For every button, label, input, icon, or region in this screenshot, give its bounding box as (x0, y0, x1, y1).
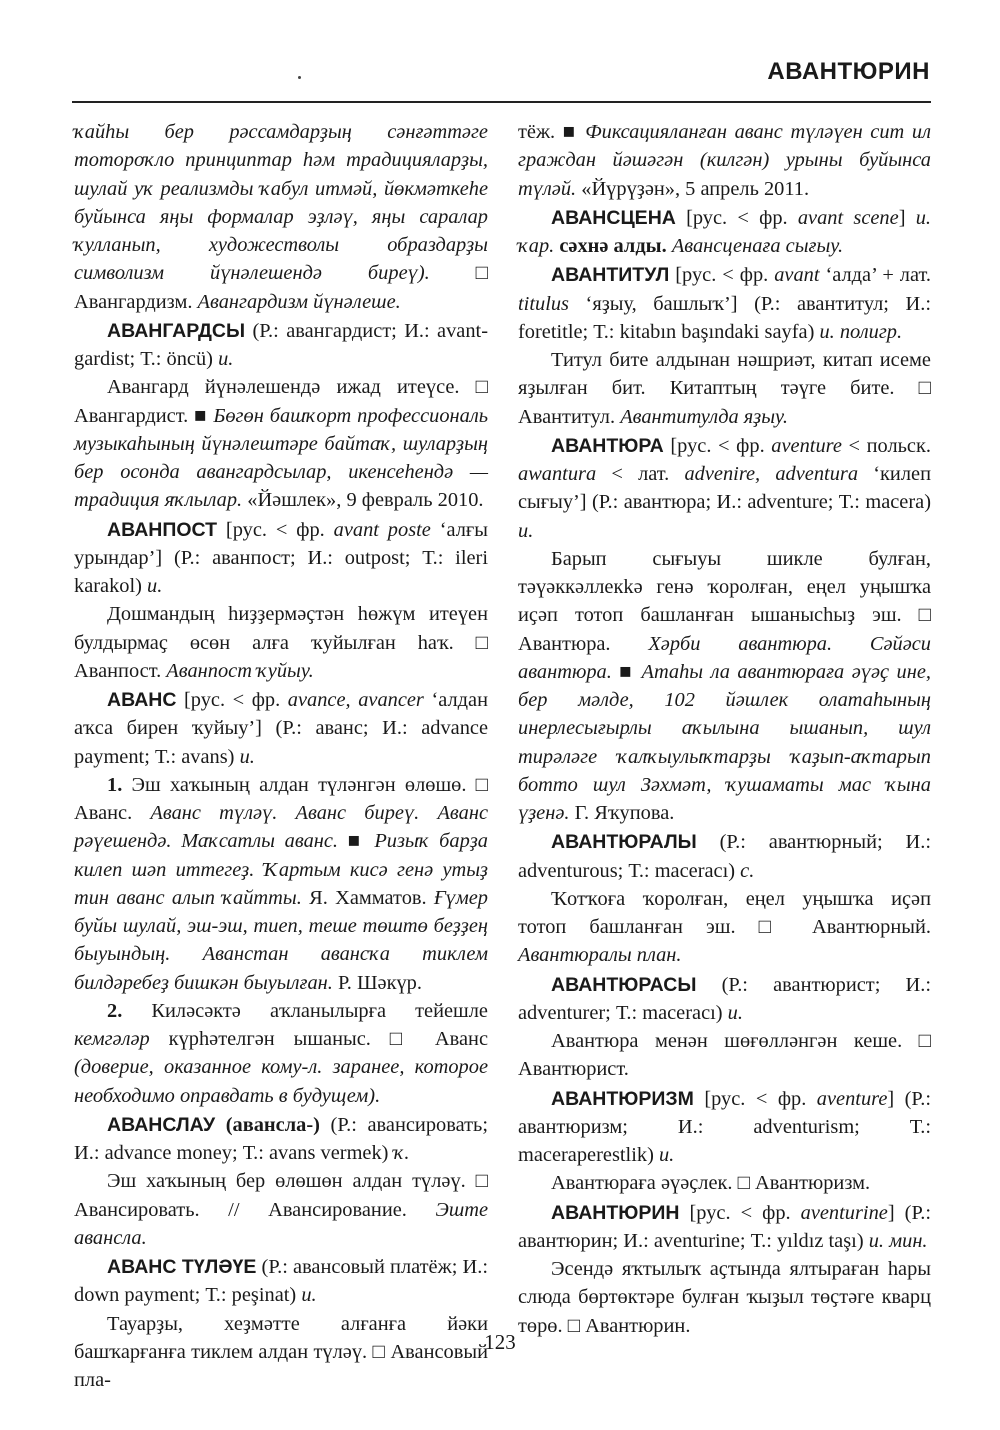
header-rule (72, 101, 931, 103)
entry-avantyura: АВАНТЮРА [рус. < фр. aventure < польск. awantura < лат. advenire, adventura ‘килеп сығыу’] (Р.: авантюра; И.: adventure; Т.: macera) и. (518, 434, 931, 542)
header-dot (298, 76, 301, 79)
entry-avans-sense-2: 2. Киләсәктә аҡланылырға тейешле кемгәләр күрһәтелгән ышаныс. □ Аванс (доверие, оказанное кому-л. заранее, которое необходимо оправдать в будущем). (74, 999, 488, 1107)
entry-avanslau-definition: Эш хаҡының бер өлөшөн алдан түләү. □ Авансировать. // Авансирование. Эште авансла. (74, 1170, 488, 1249)
entry-avans-tulau-definition: Тауарҙы, хеҙмәтте алғанға йәки башҡарғанға тиклем алдан түләү. □ Авансовый пла- (74, 1312, 488, 1391)
entry-avantitul: АВАНТИТУЛ [рус. < фр. avant ‘алда’ + лат. titulus ‘яҙыу, башлыҡ’] (Р.: авантитул; И.: foretitle; Т.: kitabın başındaki sayfa) и. полигр. (518, 264, 931, 343)
entry-avangardsy-definition: Авангард йүнәлешендә ижад итеүсе. □ Авангардист. ■ Бөгөн башҡорт профессиональ музыкаһының йүнәлештәре байтаҡ, шуларҙың бер осонда авангардсылар, икенсеһендә — традиция яҡлылар. «Йәшлек», 9 февраль 2010. (74, 376, 488, 512)
running-head: АВАНТЮРИН (767, 58, 930, 85)
entry-avanpost-definition: Дошмандың һиҙҙермәҫтән һөжүм итеүен булдырмаҫ өсөн алға ҡуйылған һаҡ. □ Аванпост. Аванпост ҡуйыу. (74, 603, 488, 682)
right-column (518, 118, 931, 1340)
entry-avantitul-definition: Титул бите алдынан нәшриәт, китап исеме яҙылған бит. Китаптың тәүге бите. □ Авантитул. Авантитулда яҙыу. (518, 349, 931, 428)
entry-avans: АВАНС [рус. < фр. avance, avancer ‘алдан аҡса бирен ҡуйыу’] (Р.: аванс; И.: advance payment; Т.: avans) и. (74, 689, 488, 768)
entry-avantyurizm-definition: Авантюраға әүәҫлек. □ Авантюризм. (551, 1172, 871, 1195)
entry-avangardsy: АВАНГАРДСЫ (Р.: авангардист; И.: avant-gardist; Т.: öncü) и. (74, 319, 488, 370)
entry-avans-sense-1: 1. Эш хаҡының алдан түләнгән өлөшө. □ Аванс. Аванс түләү. Аванс биреү. Аванс рәүешендә. Маҡсатлы аванс. ■ Ризыҡ барҙа килеп шәп иттегеҙ. Ҡартым кисә генә утыҙ тин аванс алып ҡайтты. Я. Хамматов. Ғүмер буйы шулай, эш-эш, тиеп, теше төштө беҙҙең быуындың. Аванстан авансҡа тиклем билдәребеҙ бишкән быуылған. Р. Шәкүр. (74, 773, 489, 994)
entry-continuation: ҡайһы бер рәссамдарҙың сәнғәттәге тотороҡло принциптар һәм традицияларҙы, шулай уҡ реализмды ҡабул итмәй, йөкмәткеһе буйынса яңы формалар эҙләү, яңы саралар ҡулланып, художестволы образдарҙы символизм йүнәлешендә биреү). □ Авангардизм. Авангардизм йүнәлеше. (74, 121, 488, 313)
entry-avantyurasy-definition: Авантюра менән шөғөлләнгән кеше. □ Авантюрист. (518, 1030, 931, 1081)
left-column (74, 118, 488, 1394)
entry-avantyuraly-definition: Ҡотҡоға ҡоролған, еңел уңышҡа иҫәп тотоп башланған эш. □ Авантюрный. Авантюралы план. (518, 887, 931, 967)
entry-avantyurizm: АВАНТЮРИЗМ [рус. < фр. aventure] (Р.: авантюризм; И.: adventurism; Т.: maceraperestlik) и. (518, 1087, 931, 1166)
entry-avanscena: АВАНСЦЕНА [рус. < фр. avant scene] и. ҡар. сәхнә алды. Авансценаға сығыу. (518, 206, 932, 257)
entry-avantyurin: АВАНТЮРИН [рус. < фр. aventurine] (Р.: авантюрин; И.: aventurine; Т.: yıldız taşı) и. мин. (518, 1201, 931, 1252)
entry-avanslau: АВАНСЛАУ (авансла-) (Р.: авансировать; И.: advance money; Т.: avans vermek) ҡ. (74, 1113, 488, 1164)
entry-avantyuraly: АВАНТЮРАЛЫ (Р.: авантюрный; И.: adventurous; Т.: maceracı) с. (518, 831, 931, 882)
entry-avans-tulau: АВАНС ТҮЛӘҮЕ (Р.: авансовый платёж; И.: down payment; Т.: peşinat) и. (74, 1256, 489, 1307)
entry-avantyura-definition: Барып сығыуы шикле булған, тәүәккәллекkә генә ҡоролған, еңел уңышҡа иҫәп тотоп башланған ышаныcһыҙ эш. □ Авантюра. Хәрби авантюра. Сәйәси авантюра. ■ Атаһы ла авантюраға әүәҫ ине, бер мәлде, 102 йәшлек олатаһының инерлесығырлы аҡылына ышанып, шул тирәләге ҡалҡыулыҡтарҙы ҡаҙып-аҡтарып ботто шул Зәхмәт, ҡушаматы мас ҡына үҙенә. Г. Яҡупова. (518, 547, 931, 824)
entry-avantyurin-definition: Эсендә яҡтылыҡ аҫтында ялтыраған һары слюда бөртөктәре булған ҡыҙыл төҫтәге кварц төрө. □ Авантюрин. (518, 1258, 931, 1337)
entry-avantyurasy: АВАНТЮРАСЫ (Р.: авантюрист; И.: adventurer; Т.: maceracı) и. (518, 973, 931, 1024)
page-number: 123 (484, 1330, 516, 1354)
entry-continuation-right: тёж. ■ Фиксацияланған аванс түләүен сит ил граждан йәшәгән (килгән) урыны буйынса түләй. «Йүрүҙән», 5 апрель 2011. (518, 121, 931, 200)
entry-avanpost: АВАНПОСТ [рус. < фр. avant poste ‘алғы урындар’] (Р.: аванпост; И.: outpost; Т.: ileri karakol) и. (74, 518, 488, 597)
